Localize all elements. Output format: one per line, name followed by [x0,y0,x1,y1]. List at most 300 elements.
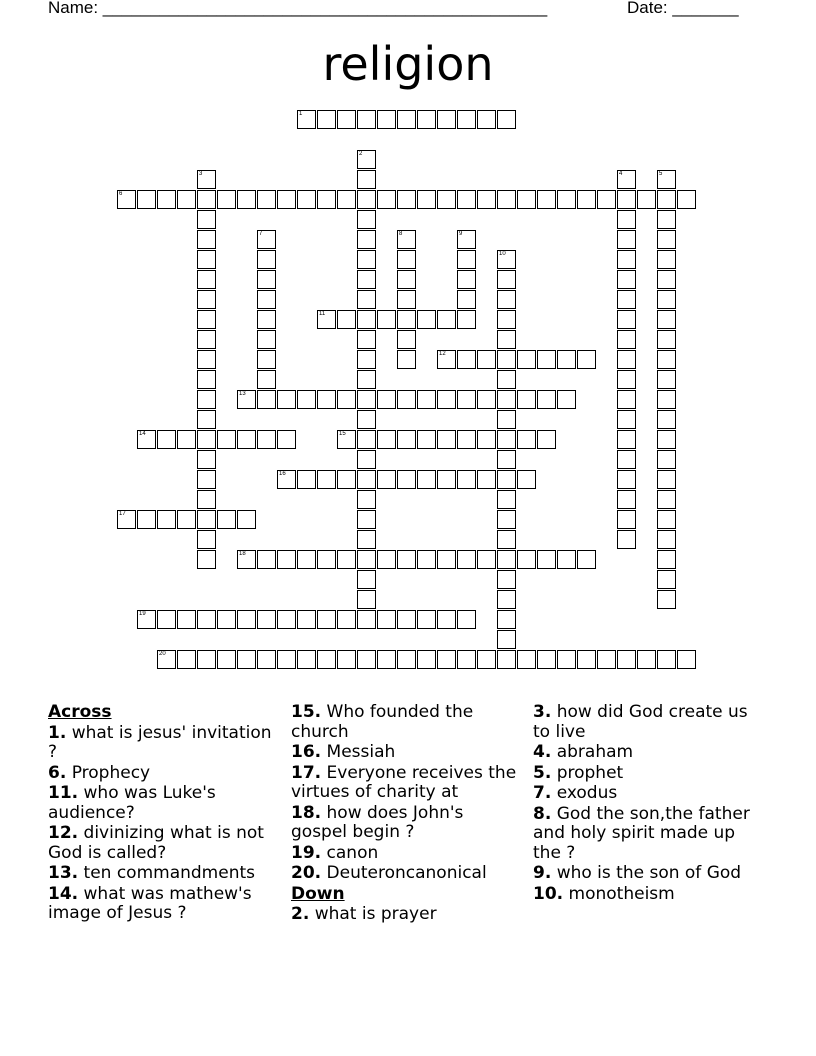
grid-cell[interactable] [397,230,416,249]
clue-number: 4 [619,171,623,177]
grid-cell[interactable] [217,650,236,669]
grid-cell[interactable] [497,250,516,269]
grid-cell[interactable] [377,610,396,629]
grid-cell[interactable] [617,270,636,289]
grid-cell[interactable] [277,390,296,409]
grid-cell[interactable] [437,470,456,489]
grid-cell[interactable] [657,250,676,269]
grid-cell[interactable] [437,190,456,209]
grid-cell[interactable] [377,550,396,569]
grid-cell[interactable] [657,310,676,329]
grid-cell[interactable] [457,470,476,489]
grid-cell[interactable] [357,530,376,549]
clue-number: 2. [291,904,310,924]
grid-cell[interactable] [397,610,416,629]
grid-cell[interactable] [617,650,636,669]
grid-cell[interactable] [257,430,276,449]
grid-cell[interactable] [497,550,516,569]
grid-cell[interactable] [177,610,196,629]
grid-cell[interactable] [277,190,296,209]
grid-cell[interactable] [497,610,516,629]
grid-cell[interactable] [357,650,376,669]
grid-cell[interactable] [657,270,676,289]
grid-cell[interactable] [657,330,676,349]
grid-cell[interactable] [337,550,356,569]
clue-number: 19. [291,842,322,863]
grid-cell[interactable] [457,390,476,409]
grid-cell[interactable] [617,430,636,449]
grid-cell[interactable] [537,550,556,569]
grid-cell[interactable] [497,270,516,289]
grid-cell[interactable] [377,310,396,329]
grid-cell[interactable] [657,490,676,509]
grid-cell[interactable] [637,190,656,209]
grid-cell[interactable] [357,230,376,249]
grid-cell[interactable] [617,210,636,229]
grid-cell[interactable] [657,230,676,249]
grid-cell[interactable] [157,650,176,669]
grid-cell[interactable] [297,110,316,129]
grid-cell[interactable] [357,330,376,349]
grid-cell[interactable] [237,550,256,569]
grid-cell[interactable] [157,430,176,449]
grid-cell[interactable] [337,430,356,449]
grid-cell[interactable] [397,250,416,269]
grid-cell[interactable] [237,610,256,629]
grid-cell[interactable] [497,370,516,389]
grid-cell[interactable] [417,390,436,409]
grid-cell[interactable] [357,270,376,289]
grid-cell[interactable] [257,310,276,329]
grid-cell[interactable] [517,470,536,489]
grid-cell[interactable] [557,390,576,409]
grid-cell[interactable] [437,310,456,329]
grid-cell[interactable] [197,250,216,269]
grid-cell[interactable] [617,310,636,329]
clue-number: 5 [659,171,663,177]
grid-cell[interactable] [137,510,156,529]
grid-cell[interactable] [497,390,516,409]
grid-cell[interactable] [417,110,436,129]
across-clue [48,824,278,863]
grid-cell[interactable] [237,430,256,449]
grid-cell[interactable] [357,490,376,509]
grid-cell[interactable] [457,290,476,309]
grid-cell[interactable] [537,430,556,449]
grid-cell[interactable] [617,350,636,369]
grid-cell[interactable] [517,390,536,409]
grid-cell[interactable] [657,170,676,189]
grid-cell[interactable] [437,550,456,569]
grid-cell[interactable] [397,310,416,329]
grid-cell[interactable] [337,110,356,129]
grid-cell[interactable] [417,310,436,329]
grid-cell[interactable] [397,430,416,449]
grid-cell[interactable] [257,650,276,669]
grid-cell[interactable] [457,230,476,249]
grid-cell[interactable] [197,530,216,549]
grid-cell[interactable] [357,570,376,589]
grid-cell[interactable] [497,510,516,529]
clue-number: 10. [533,883,564,904]
grid-cell[interactable] [617,470,636,489]
grid-cell[interactable] [657,430,676,449]
grid-cell[interactable] [137,190,156,209]
grid-cell[interactable] [217,610,236,629]
grid-cell[interactable] [557,650,576,669]
grid-cell[interactable] [477,390,496,409]
grid-cell[interactable] [277,610,296,629]
grid-cell[interactable] [437,110,456,129]
across-clue [291,703,521,742]
grid-cell[interactable] [617,410,636,429]
grid-cell[interactable] [197,510,216,529]
grid-cell[interactable] [297,470,316,489]
grid-cell[interactable] [197,190,216,209]
grid-cell[interactable] [377,430,396,449]
grid-cell[interactable] [297,650,316,669]
grid-cell[interactable] [117,190,136,209]
grid-cell[interactable] [397,190,416,209]
grid-cell[interactable] [197,390,216,409]
grid-cell[interactable] [197,290,216,309]
grid-cell[interactable] [197,470,216,489]
grid-cell[interactable] [657,290,676,309]
grid-cell[interactable] [497,290,516,309]
grid-cell[interactable] [497,310,516,329]
grid-cell[interactable] [357,350,376,369]
clue-number: 14 [139,431,146,437]
grid-cell[interactable] [157,190,176,209]
grid-cell[interactable] [657,190,676,209]
grid-cell[interactable] [357,550,376,569]
grid-cell[interactable] [317,310,336,329]
grid-cell[interactable] [477,190,496,209]
grid-cell[interactable] [497,490,516,509]
grid-cell[interactable] [577,650,596,669]
grid-cell[interactable] [457,190,476,209]
grid-cell[interactable] [657,370,676,389]
grid-cell[interactable] [257,350,276,369]
grid-cell[interactable] [537,650,556,669]
grid-cell[interactable] [317,390,336,409]
grid-cell[interactable] [617,290,636,309]
clue-text: Deuteroncanonical [321,863,487,883]
grid-cell[interactable] [257,610,276,629]
grid-cell[interactable] [357,150,376,169]
grid-cell[interactable] [497,430,516,449]
grid-cell[interactable] [477,110,496,129]
grid-cell[interactable] [617,250,636,269]
grid-cell[interactable] [237,510,256,529]
grid-cell[interactable] [257,390,276,409]
grid-cell[interactable] [617,230,636,249]
clue-text: divinizing what is not God is called? [48,823,264,863]
grid-cell[interactable] [617,390,636,409]
grid-cell[interactable] [177,650,196,669]
grid-cell[interactable] [357,310,376,329]
grid-cell[interactable] [337,190,356,209]
grid-cell[interactable] [197,650,216,669]
grid-cell[interactable] [317,650,336,669]
grid-cell[interactable] [497,350,516,369]
grid-cell[interactable] [197,610,216,629]
grid-cell[interactable] [457,110,476,129]
grid-cell[interactable] [397,270,416,289]
grid-cell[interactable] [357,410,376,429]
grid-cell[interactable] [617,370,636,389]
grid-cell[interactable] [177,510,196,529]
grid-cell[interactable] [457,610,476,629]
grid-cell[interactable] [657,470,676,489]
grid-cell[interactable] [397,330,416,349]
grid-cell[interactable] [317,190,336,209]
grid-cell[interactable] [357,430,376,449]
grid-cell[interactable] [497,410,516,429]
clue-number: 9. [533,863,552,883]
grid-cell[interactable] [457,550,476,569]
grid-cell[interactable] [197,310,216,329]
grid-cell[interactable] [577,350,596,369]
grid-cell[interactable] [557,550,576,569]
grid-cell[interactable] [357,610,376,629]
grid-cell[interactable] [277,650,296,669]
grid-cell[interactable] [477,350,496,369]
grid-cell[interactable] [557,350,576,369]
grid-cell[interactable] [337,390,356,409]
clue-number: 13. [48,863,79,883]
grid-cell[interactable] [657,390,676,409]
grid-cell[interactable] [497,450,516,469]
grid-cell[interactable] [617,490,636,509]
grid-cell[interactable] [357,390,376,409]
grid-cell[interactable] [197,370,216,389]
grid-cell[interactable] [537,350,556,369]
grid-cell[interactable] [677,190,696,209]
grid-cell[interactable] [237,390,256,409]
grid-cell[interactable] [657,350,676,369]
grid-cell[interactable] [237,190,256,209]
grid-cell[interactable] [357,470,376,489]
grid-cell[interactable] [297,390,316,409]
grid-cell[interactable] [537,190,556,209]
grid-cell[interactable] [397,110,416,129]
grid-cell[interactable] [277,470,296,489]
clue-number: 8. [533,803,552,824]
grid-cell[interactable] [577,190,596,209]
grid-cell[interactable] [217,430,236,449]
grid-cell[interactable] [357,190,376,209]
grid-cell[interactable] [197,430,216,449]
grid-cell[interactable] [357,170,376,189]
grid-cell[interactable] [277,550,296,569]
grid-cell[interactable] [337,650,356,669]
grid-cell[interactable] [657,210,676,229]
grid-cell[interactable] [597,650,616,669]
grid-cell[interactable] [197,170,216,189]
grid-cell[interactable] [197,410,216,429]
grid-cell[interactable] [497,110,516,129]
grid-cell[interactable] [477,550,496,569]
grid-cell[interactable] [357,510,376,529]
grid-cell[interactable] [497,470,516,489]
grid-cell[interactable] [317,550,336,569]
grid-cell[interactable] [137,610,156,629]
grid-cell[interactable] [437,610,456,629]
grid-cell[interactable] [257,370,276,389]
grid-cell[interactable] [517,350,536,369]
grid-cell[interactable] [397,650,416,669]
grid-cell[interactable] [137,430,156,449]
grid-cell[interactable] [457,650,476,669]
grid-cell[interactable] [297,190,316,209]
grid-cell[interactable] [257,290,276,309]
grid-cell[interactable] [197,210,216,229]
grid-cell[interactable] [417,610,436,629]
grid-cell[interactable] [477,470,496,489]
grid-cell[interactable] [497,630,516,649]
clue-number: 18. [291,802,322,823]
grid-cell[interactable] [417,550,436,569]
grid-cell[interactable] [517,550,536,569]
grid-cell[interactable] [477,430,496,449]
grid-cell[interactable] [437,430,456,449]
grid-cell[interactable] [257,250,276,269]
grid-cell[interactable] [437,650,456,669]
grid-cell[interactable] [657,650,676,669]
grid-cell[interactable] [497,590,516,609]
grid-cell[interactable] [197,330,216,349]
grid-cell[interactable] [377,390,396,409]
across-clue [291,804,521,843]
grid-cell[interactable] [197,550,216,569]
grid-cell[interactable] [437,350,456,369]
grid-cell[interactable] [377,470,396,489]
grid-cell[interactable] [337,610,356,629]
across-clue [48,885,278,924]
grid-cell[interactable] [117,510,136,529]
down-clue [533,784,763,804]
grid-cell[interactable] [297,610,316,629]
grid-cell[interactable] [337,310,356,329]
grid-cell[interactable] [377,110,396,129]
grid-cell[interactable] [257,330,276,349]
grid-cell[interactable] [377,190,396,209]
grid-cell[interactable] [457,430,476,449]
grid-cell[interactable] [217,510,236,529]
grid-cell[interactable] [357,250,376,269]
grid-cell[interactable] [657,410,676,429]
grid-cell[interactable] [517,650,536,669]
grid-cell[interactable] [257,270,276,289]
grid-cell[interactable] [457,270,476,289]
grid-cell[interactable] [437,390,456,409]
grid-cell[interactable] [497,330,516,349]
grid-cell[interactable] [477,650,496,669]
grid-cell[interactable] [397,470,416,489]
grid-cell[interactable] [617,190,636,209]
grid-cell[interactable] [597,190,616,209]
grid-cell[interactable] [497,570,516,589]
grid-cell[interactable] [217,190,236,209]
grid-cell[interactable] [157,510,176,529]
grid-cell[interactable] [197,350,216,369]
grid-cell[interactable] [497,190,516,209]
grid-cell[interactable] [517,190,536,209]
grid-cell[interactable] [277,430,296,449]
grid-cell[interactable] [197,450,216,469]
grid-cell[interactable] [257,550,276,569]
clues-column-3 [533,702,763,904]
grid-cell[interactable] [357,590,376,609]
grid-cell[interactable] [617,170,636,189]
grid-cell[interactable] [317,610,336,629]
grid-cell[interactable] [197,230,216,249]
grid-cell[interactable] [397,550,416,569]
grid-cell[interactable] [657,450,676,469]
grid-cell[interactable] [357,290,376,309]
grid-cell[interactable] [177,430,196,449]
grid-cell[interactable] [557,190,576,209]
grid-cell[interactable] [677,650,696,669]
grid-cell[interactable] [157,610,176,629]
grid-cell[interactable] [457,350,476,369]
grid-cell[interactable] [197,270,216,289]
grid-cell[interactable] [377,650,396,669]
grid-cell[interactable] [357,110,376,129]
grid-cell[interactable] [657,530,676,549]
grid-cell[interactable] [497,530,516,549]
grid-cell[interactable] [617,510,636,529]
grid-cell[interactable] [417,650,436,669]
grid-cell[interactable] [197,490,216,509]
grid-cell[interactable] [397,350,416,369]
grid-cell[interactable] [337,470,356,489]
grid-cell[interactable] [657,570,676,589]
grid-cell[interactable] [517,430,536,449]
grid-cell[interactable] [657,510,676,529]
grid-cell[interactable] [237,650,256,669]
grid-cell[interactable] [417,190,436,209]
grid-cell[interactable] [357,450,376,469]
grid-cell[interactable] [617,530,636,549]
grid-cell[interactable] [357,210,376,229]
grid-cell[interactable] [657,590,676,609]
grid-cell[interactable] [397,290,416,309]
grid-cell[interactable] [397,390,416,409]
grid-cell[interactable] [657,550,676,569]
grid-cell[interactable] [257,230,276,249]
grid-cell[interactable] [317,470,336,489]
grid-cell[interactable] [457,250,476,269]
grid-cell[interactable] [357,370,376,389]
grid-cell[interactable] [577,550,596,569]
grid-cell[interactable] [537,390,556,409]
grid-cell[interactable] [317,110,336,129]
grid-cell[interactable] [457,310,476,329]
grid-cell[interactable] [257,190,276,209]
across-clue [48,764,278,784]
grid-cell[interactable] [637,650,656,669]
grid-cell[interactable] [417,430,436,449]
grid-cell[interactable] [417,470,436,489]
grid-cell[interactable] [497,650,516,669]
grid-cell[interactable] [297,550,316,569]
grid-cell[interactable] [177,190,196,209]
grid-cell[interactable] [617,450,636,469]
grid-cell[interactable] [617,330,636,349]
clue-number: 3. [533,702,552,722]
